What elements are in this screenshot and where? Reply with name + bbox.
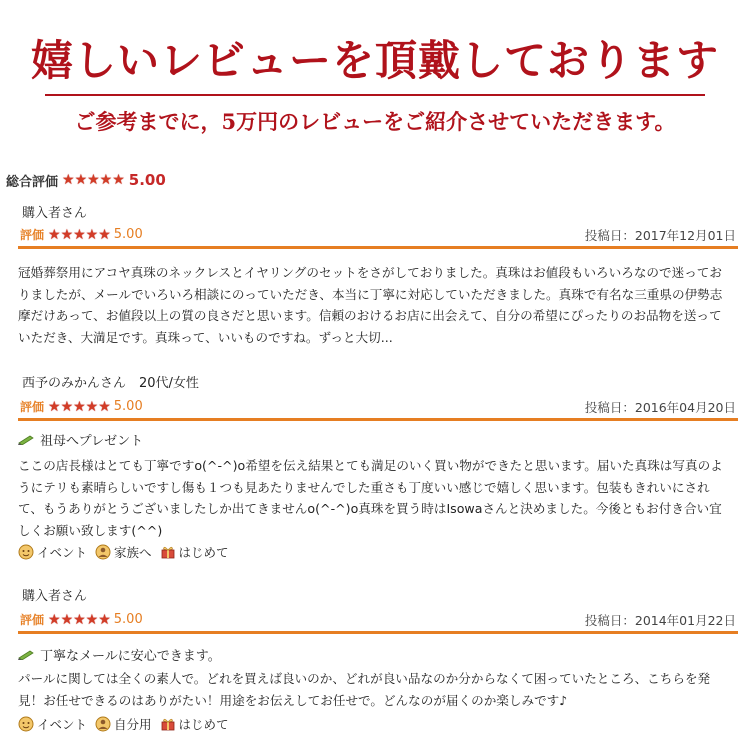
family-icon — [95, 544, 111, 560]
tag-event — [18, 715, 87, 733]
title-divider — [45, 94, 705, 96]
review-heading — [18, 430, 143, 449]
rating-row — [18, 394, 738, 421]
review-body: パールに関しては全くの素人で。どれを買えば良いのか、どれが良い品なのか分からなくて困っていたところ、こちらを発見！お任せできるのはありがたい！用途をお伝えしてお任せで。どんなのが届くのか楽しみです♪ — [18, 671, 711, 708]
rating-label: 評価 — [20, 400, 45, 414]
rating — [20, 226, 143, 243]
review-heading — [18, 645, 221, 664]
tag-event — [18, 543, 87, 561]
rating-value: 5.00 — [113, 227, 143, 242]
page-title: 嬉しいレビューを頂戴しております — [30, 36, 719, 85]
rating-label: 評価 — [20, 613, 45, 627]
rating-value: 5.00 — [113, 399, 143, 414]
tag-label: はじめて — [178, 717, 229, 732]
tag-label: イベント — [37, 545, 88, 560]
gift-icon — [160, 544, 176, 560]
tag-label: はじめて — [178, 545, 229, 560]
rating — [20, 398, 143, 415]
reviewer-name: 購入者さん — [22, 589, 88, 604]
gift-icon — [160, 716, 176, 732]
rating-value: 5.00 — [113, 612, 143, 627]
overall-rating-label: 総合評価 — [6, 174, 59, 190]
pencil-icon — [18, 650, 34, 660]
overall-star-rating-icon: ★★★★★ — [62, 172, 125, 188]
overall-score: 5.00 — [128, 171, 166, 189]
tag-first-time — [160, 715, 229, 733]
overall-rating — [6, 170, 166, 190]
tag-label: イベント — [37, 717, 88, 732]
rating-row — [18, 607, 738, 634]
review-body: 冠婚葬祭用にアコヤ真珠のネックレスとイヤリングのセットをさがしておりました。真珠はお値段もいろいろなので迷っておりましたが、メールでいろいろ相談にのっていただき、本当に丁寧に対応していただきました。真珠で有名な三重県の伊勢志摩だけあって、お値段以上の質の良さだと思います。信頼のおけるお店に出会えて、自分の希望にぴったりのお品物を送っていただき、大満足です。真珠って、いいものですね。ずっと大切... — [18, 265, 723, 345]
review-heading-text: 祖母へプレゼント — [40, 434, 144, 449]
star-rating-icon: ★★★★★ — [48, 611, 111, 628]
post-date: 投稿日：2016年04月20日 — [584, 400, 736, 415]
post-date: 投稿日：2017年12月01日 — [584, 228, 736, 243]
pencil-icon — [18, 435, 34, 445]
tag-self — [95, 715, 152, 733]
tag-label: 自分用 — [114, 717, 152, 732]
review-body: ここの店長様はとても丁寧ですo(^-^)o希望を伝え結果とても満足のいく買い物ができたと思います。届いた真珠は写真のようにテリも素晴らしいですし傷も１つも見あたりませんでした重さも丁度いい感じで嬉しく思います。包装もきれいにされて、もうありがとうございましたしか出てきませんo(^-^)o真珠を買う時はIsowaさんと決めました。今後ともお付き合い宜しくお願い致します(^^) — [18, 458, 723, 538]
event-icon — [18, 544, 34, 560]
tag-first-time — [160, 543, 229, 561]
rating-row — [18, 222, 738, 249]
self-icon — [95, 716, 111, 732]
rating-label: 評価 — [20, 228, 45, 242]
review-heading-text: 丁寧なメールに安心できます。 — [40, 649, 221, 664]
event-icon — [18, 716, 34, 732]
tag-label: 家族へ — [114, 545, 152, 560]
reviewer-name: 西予のみかんさん 20代/女性 — [22, 376, 199, 391]
star-rating-icon: ★★★★★ — [48, 398, 111, 415]
review-tags — [18, 715, 237, 733]
star-rating-icon: ★★★★★ — [48, 226, 111, 243]
reviewer-name: 購入者さん — [22, 206, 88, 221]
rating — [20, 611, 143, 628]
page-subtitle: ご参考までに，5万円のレビューをご紹介させていただきます。 — [74, 109, 676, 134]
tag-family — [95, 543, 152, 561]
review-tags — [18, 543, 237, 561]
post-date: 投稿日：2014年01月22日 — [584, 613, 736, 628]
